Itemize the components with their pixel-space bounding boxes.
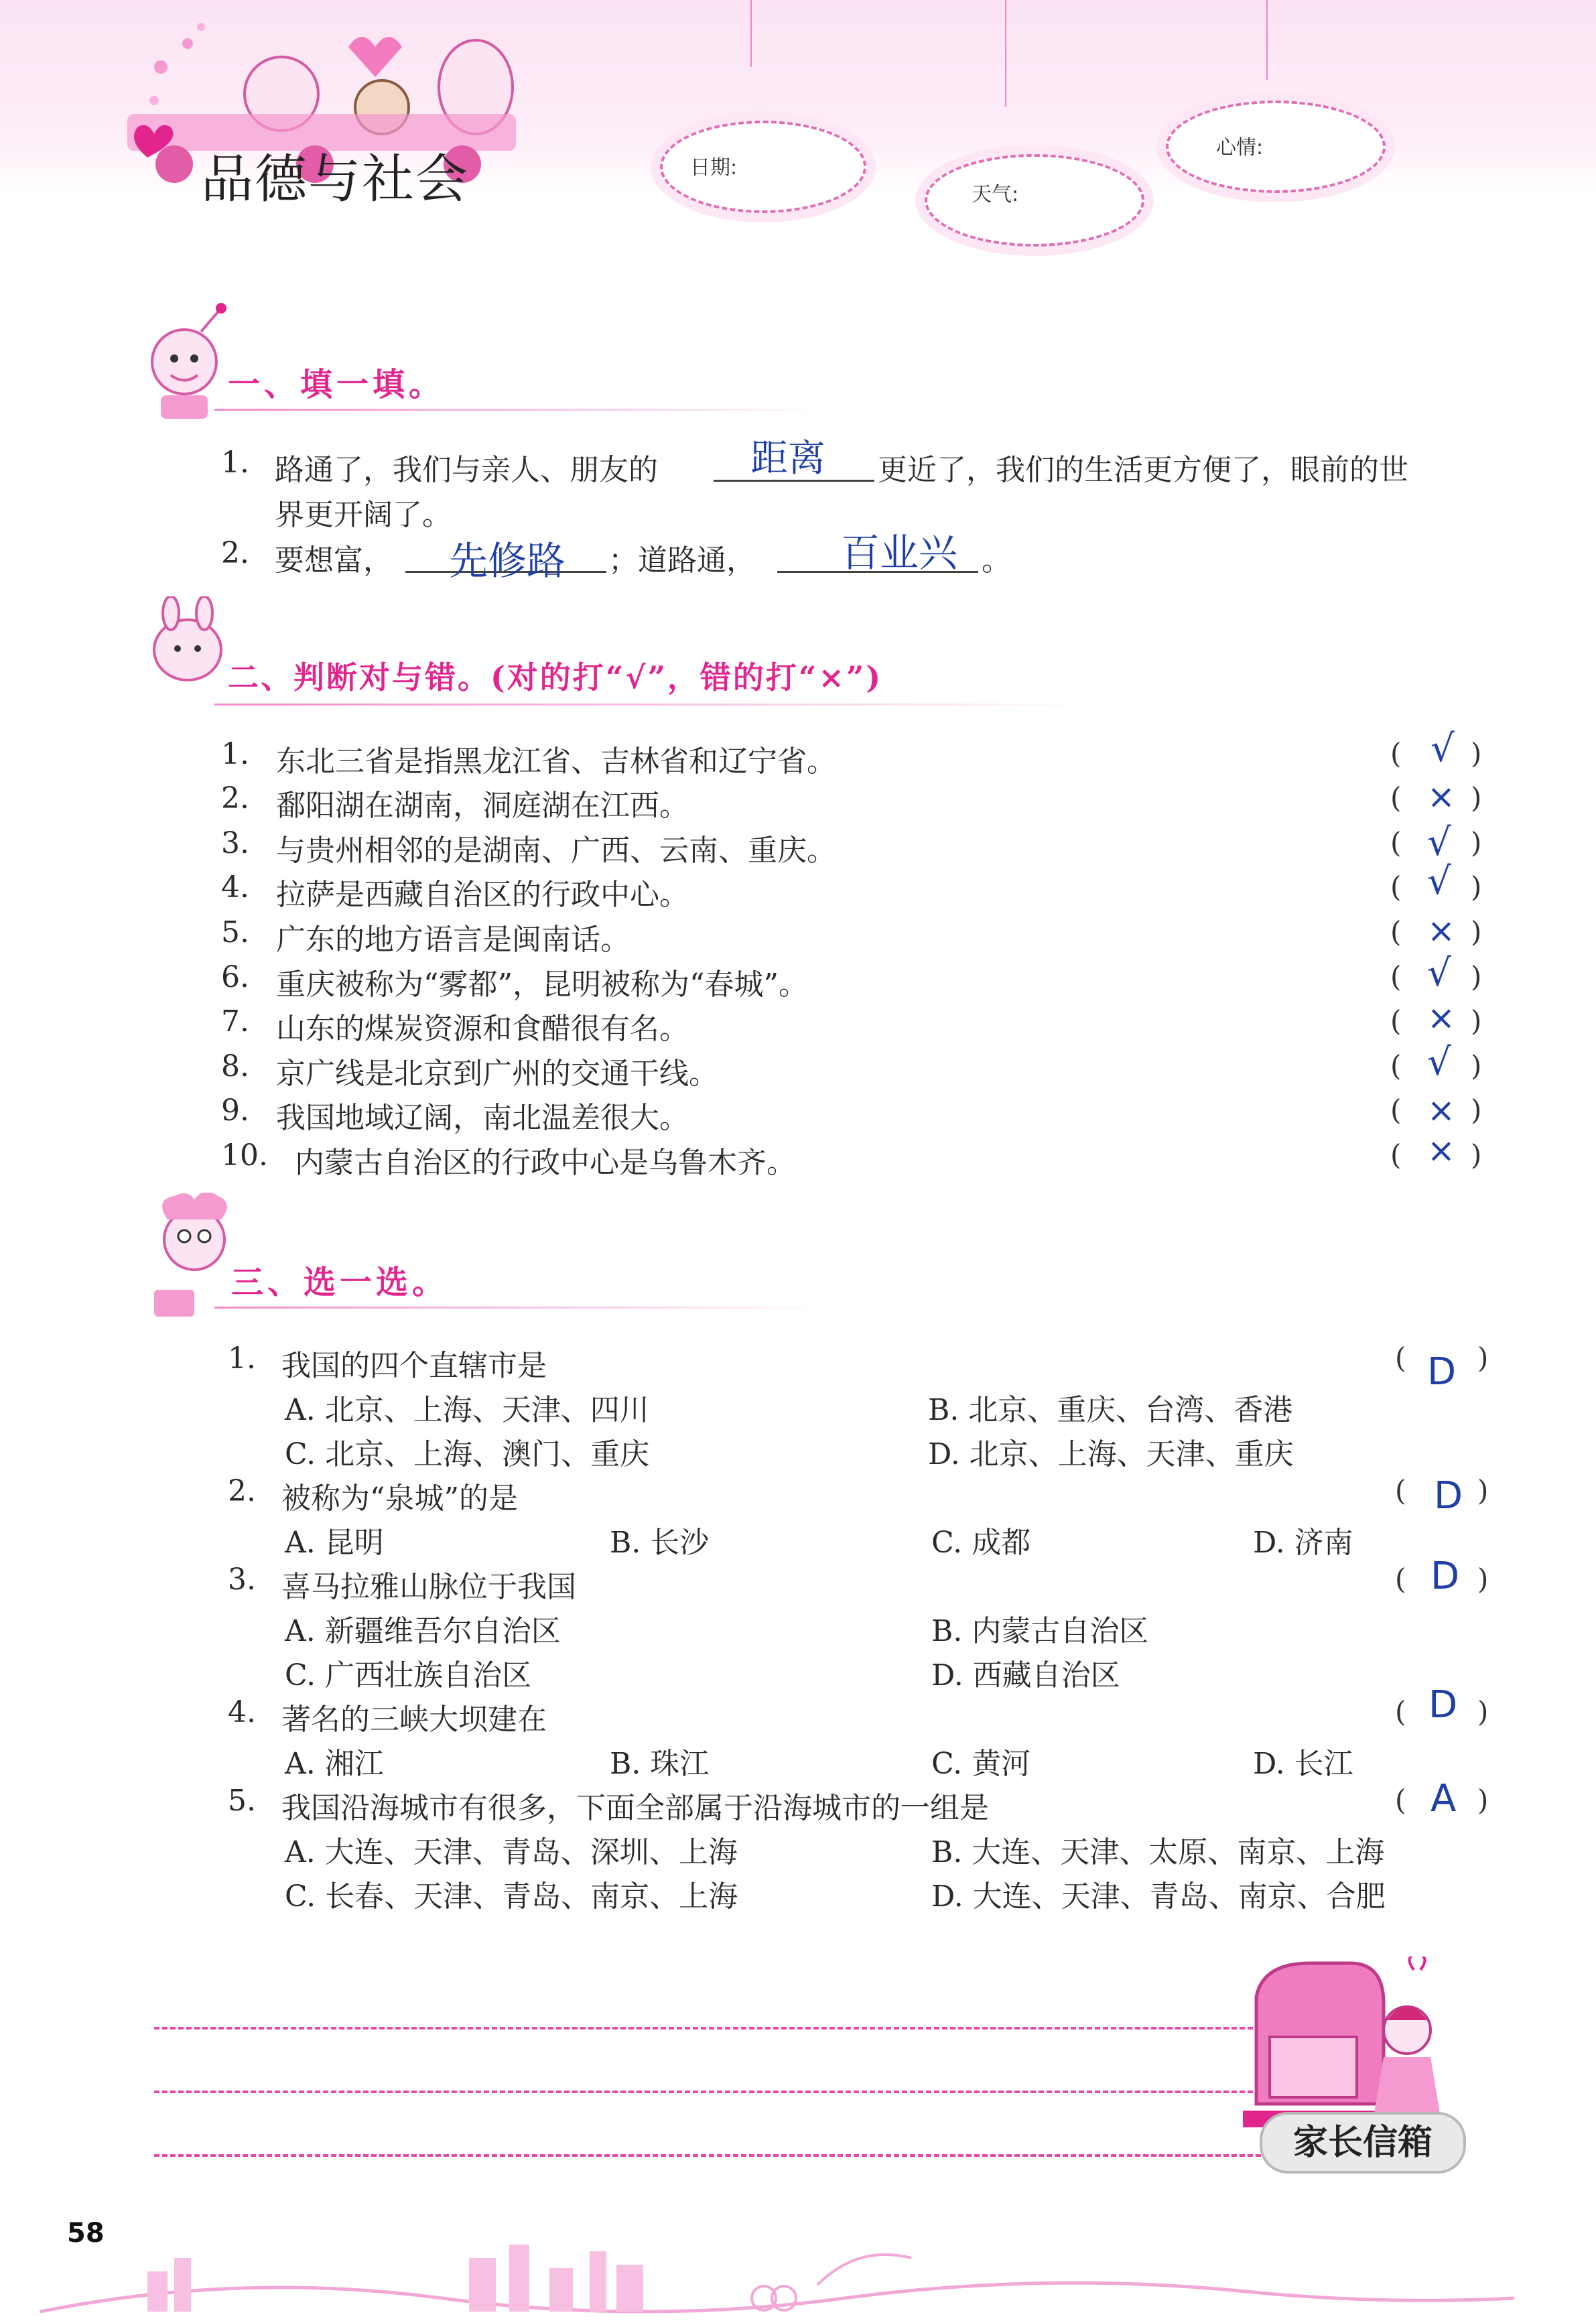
s2-item-answer: × xyxy=(1427,1131,1455,1170)
s3-q5-number: 5. xyxy=(228,1784,256,1818)
s2-item-number: 8. xyxy=(221,1049,249,1083)
s3-q4-number: 4. xyxy=(228,1695,256,1729)
s2-item-number: 6. xyxy=(221,960,249,994)
s2-item-answer: × xyxy=(1427,1091,1455,1130)
s3-q5-answer: A xyxy=(1431,1777,1457,1820)
s3-q2-option-c: C. 成都 xyxy=(931,1526,1031,1560)
s3-q1-option-a: A. 北京、上海、天津、四川 xyxy=(285,1393,649,1427)
s2-item-number: 7. xyxy=(221,1004,249,1039)
s3-q2-stem: 被称为“泉城”的是 xyxy=(281,1481,518,1516)
s3-q4-stem: 著名的三峡大坝建在 xyxy=(281,1703,547,1737)
s2-item-text: 广东的地方语言是闽南话。 xyxy=(276,923,630,957)
s2-item-text: 与贵州相邻的是湖南、广西、云南、重庆。 xyxy=(276,834,836,868)
s2-item-number: 3. xyxy=(221,826,249,860)
s2-item-answer: √ xyxy=(1431,727,1455,771)
s1-q1-text-c: 界更开阔了。 xyxy=(275,498,452,532)
s2-item-answer: × xyxy=(1427,777,1455,816)
section2-underline xyxy=(214,704,1085,706)
s3-q2-answer: D xyxy=(1434,1474,1463,1518)
weather-label: 天气: xyxy=(972,183,1019,206)
s3-q1-option-b: B. 北京、重庆、台湾、香港 xyxy=(928,1393,1293,1427)
subject-title: 品德与社会 xyxy=(201,149,470,210)
s2-item-text: 鄱阳湖在湖南，洞庭湖在江西。 xyxy=(276,789,689,823)
s1-q1-text-a: 路通了，我们与亲人、朋友的 xyxy=(275,453,658,487)
s3-q4-option-c: C. 黄河 xyxy=(931,1747,1031,1781)
hanging-string xyxy=(750,0,752,67)
s3-q4-option-a: A. 湘江 xyxy=(285,1747,384,1781)
s3-q1-answer: D xyxy=(1427,1350,1457,1394)
hanging-string xyxy=(1266,0,1268,80)
s3-q3-option-b: B. 内蒙古自治区 xyxy=(931,1614,1149,1648)
parent-mailbox-label: 家长信箱 xyxy=(1260,2112,1466,2174)
hanging-string xyxy=(1005,0,1006,107)
mailbox-writing-line[interactable] xyxy=(154,2154,1293,2157)
s1-q1-text-b: 更近了，我们的生活更方便了，眼前的世 xyxy=(878,453,1408,487)
s3-q5-option-a: A. 大连、天津、青岛、深圳、上海 xyxy=(285,1835,738,1869)
s2-item-answer: × xyxy=(1427,911,1455,950)
section3-title: 三、选一选。 xyxy=(231,1264,449,1301)
s1-q1-answer: 距离 xyxy=(750,437,825,480)
mailbox-writing-line[interactable] xyxy=(154,2027,1293,2030)
mood-label: 心情: xyxy=(1216,136,1264,159)
s3-q3-number: 3. xyxy=(228,1563,256,1597)
s2-item-text: 我国地域辽阔，南北温差很大。 xyxy=(276,1101,689,1135)
s3-q3-option-c: C. 广西壮族自治区 xyxy=(285,1658,532,1693)
s3-q5-option-b: B. 大连、天津、太原、南京、上海 xyxy=(931,1835,1385,1869)
section2-mascot-illustration xyxy=(141,596,235,697)
s3-q2-option-a: A. 昆明 xyxy=(285,1526,384,1560)
s2-item-text: 拉萨是西藏自治区的行政中心。 xyxy=(276,878,689,912)
s3-q1-stem: 我国的四个直辖市是 xyxy=(281,1349,547,1383)
section3-underline xyxy=(214,1307,817,1309)
s1-q2-answer1: 先修路 xyxy=(449,538,566,584)
s2-item-answer: √ xyxy=(1427,821,1451,864)
s3-q2-option-b: B. 长沙 xyxy=(610,1526,710,1560)
s3-q5-stem: 我国沿海城市有很多，下面全部属于沿海城市的一组是 xyxy=(281,1791,989,1825)
s3-q3-option-d: D. 西藏自治区 xyxy=(931,1658,1120,1693)
page-number: 58 xyxy=(67,2218,105,2249)
s2-item-number: 4. xyxy=(221,870,249,905)
section1-mascot-illustration xyxy=(134,302,235,422)
s2-item-text: 东北三省是指黑龙江省、吉林省和辽宁省。 xyxy=(276,744,836,779)
section1-title: 一、填一填。 xyxy=(228,366,446,403)
s1-q2-text-c: 。 xyxy=(982,543,1011,578)
weather-cloud xyxy=(925,154,1144,247)
s3-q3-answer: D xyxy=(1431,1554,1460,1598)
s2-item-text: 京广线是北京到广州的交通干线。 xyxy=(276,1057,718,1091)
s1-q2-answer2: 百业兴 xyxy=(841,530,958,576)
footer-town-illustration xyxy=(40,2184,1514,2318)
s2-item-answer: × xyxy=(1427,998,1455,1037)
mailbox-writing-line[interactable] xyxy=(154,2090,1293,2093)
s3-q3-option-a: A. 新疆维吾尔自治区 xyxy=(285,1614,561,1648)
s2-item-number: 1. xyxy=(221,737,249,771)
s3-q5-option-c: C. 长春、天津、青岛、南京、上海 xyxy=(285,1879,738,1914)
date-label: 日期: xyxy=(690,156,738,180)
s1-q2-text-b: ；道路通， xyxy=(608,543,756,578)
s1-q2-number: 2. xyxy=(221,536,249,570)
s2-item-answer: √ xyxy=(1427,1041,1451,1084)
s3-q1-option-d: D. 北京、上海、天津、重庆 xyxy=(928,1437,1294,1471)
s2-item-number: 5. xyxy=(221,915,249,949)
s3-q2-option-d: D. 济南 xyxy=(1253,1526,1353,1560)
section2-title: 二、判断对与错。(对的打“√”，错的打“×”) xyxy=(228,659,883,695)
s3-q1-number: 1. xyxy=(228,1341,256,1376)
s2-item-answer: √ xyxy=(1427,951,1451,995)
mood-cloud xyxy=(1166,101,1386,193)
s3-q4-option-b: B. 珠江 xyxy=(610,1747,710,1781)
s2-item-number: 9. xyxy=(221,1093,249,1128)
s2-item-answer: √ xyxy=(1427,860,1451,903)
section3-mascot-illustration xyxy=(147,1193,241,1320)
s3-q5-option-d: D. 大连、天津、青岛、南京、合肥 xyxy=(931,1879,1386,1914)
s2-item-text: 内蒙古自治区的行政中心是乌鲁木齐。 xyxy=(295,1146,796,1180)
s3-q4-option-d: D. 长江 xyxy=(1253,1747,1353,1781)
s3-q2-number: 2. xyxy=(228,1474,256,1508)
s1-q2-text-a: 要想富， xyxy=(275,543,393,578)
s2-item-text: 山东的煤炭资源和食醋很有名。 xyxy=(276,1012,689,1046)
s1-q1-number: 1. xyxy=(221,446,249,480)
s3-q3-stem: 喜马拉雅山脉位于我国 xyxy=(281,1570,576,1604)
s3-q1-option-c: C. 北京、上海、澳门、重庆 xyxy=(285,1437,650,1471)
s2-item-number: 10. xyxy=(221,1138,268,1173)
s2-item-number: 2. xyxy=(221,781,249,815)
s3-q4-answer: D xyxy=(1428,1683,1458,1727)
section1-underline xyxy=(214,409,817,411)
s2-item-text: 重庆被称为“雾都”，昆明被称为“春城”。 xyxy=(276,968,808,1002)
